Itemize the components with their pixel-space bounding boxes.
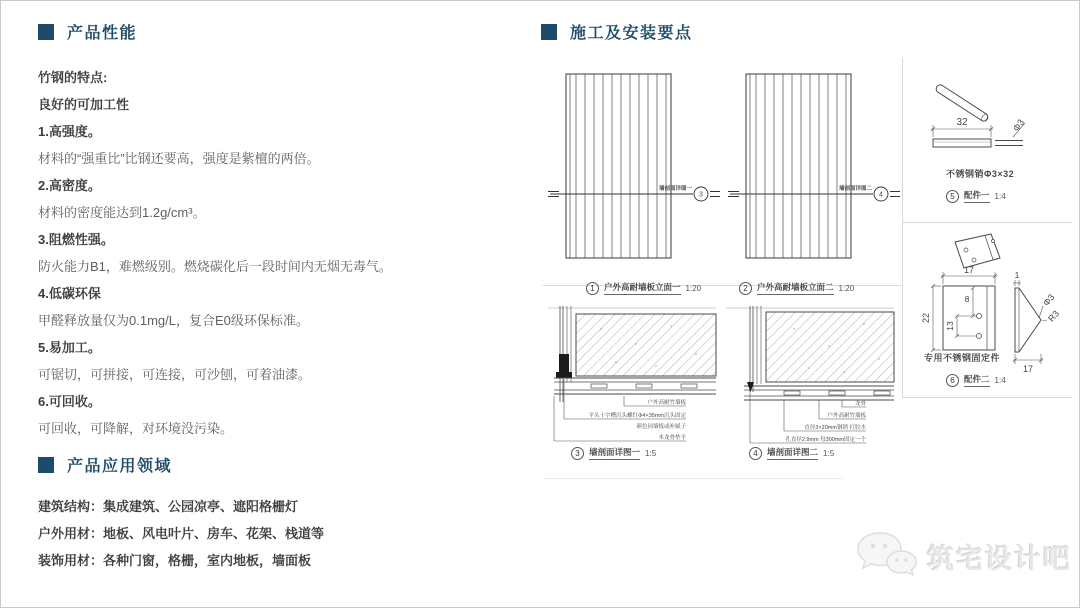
drawing-title: 配件一 — [964, 189, 990, 203]
feature-desc-6: 可回收，可降解，对环境没污染。 — [38, 421, 234, 436]
drawing-title: 户外高耐墙板立面一 — [604, 281, 681, 295]
drawing-scale: 1:20 — [685, 283, 702, 293]
drawing-scale: 1:5 — [823, 448, 835, 458]
feature-desc-5: 可锯切，可拼接，可连接，可沙刨，可着油漆。 — [38, 367, 312, 382]
drawing-scale: 1:4 — [994, 191, 1006, 201]
feature-title-4: 4.低碳环保 — [38, 286, 101, 301]
drawing-scale: 1:5 — [645, 448, 657, 458]
intro-line-1: 竹钢的特点: — [38, 70, 108, 85]
cut-reference-number: 4 — [879, 191, 883, 199]
intro-line-2: 良好的可加工性 — [38, 97, 130, 112]
dimension-depth: 17 — [1022, 364, 1034, 374]
section-header-applications — [38, 453, 468, 476]
feature-title-2: 2.高密度。 — [38, 178, 101, 193]
drawing-title: 配件二 — [964, 373, 990, 387]
detail-1-caption — [571, 446, 656, 460]
divider-horizontal-parts-bottom — [902, 397, 1072, 398]
drawing-scale: 1:20 — [838, 283, 855, 293]
annotation-color: 颜色同墙板或补腻子 — [636, 424, 686, 430]
cut-reference-number: 3 — [699, 191, 703, 199]
drawing-title: 户外高耐墙板立面二 — [757, 281, 834, 295]
drawing-area — [541, 56, 1075, 491]
elevation-drawing-1 — [546, 66, 721, 266]
header-bullet-square — [38, 457, 54, 473]
section-detail-drawing-2 — [724, 304, 896, 449]
annotation-pin: 直径3×20mm钢销 打胶水 — [804, 425, 866, 431]
plate-3d-view — [955, 234, 1000, 268]
feature-desc-3: 防火能力B1，难燃级别。燃烧碳化后一段时间内无烟无毒气。 — [38, 259, 392, 274]
wall-section — [548, 306, 716, 402]
header-bullet-square — [541, 24, 557, 40]
drawing-number: 5 — [946, 190, 959, 203]
part-1-name: 不锈钢销Φ3×32 — [946, 169, 1015, 179]
application-line-2: 户外用材：地板、风电叶片、房车、花架、栈道等 — [38, 526, 325, 541]
cut-reference-label: 墙剖面详图二 — [838, 186, 872, 192]
annotation-screw: 平头十字槽沉头螺钉Φ4×35mm沉头固定 — [588, 413, 686, 419]
section-header-product-performance — [38, 20, 468, 43]
section-title-applications: 产品应用领域 — [67, 458, 173, 475]
section-detail-drawing-1 — [546, 304, 718, 449]
application-line-3: 装饰用材：各种门窗，格栅，室内地板，墙面板 — [38, 553, 312, 568]
dimension-width: 17 — [963, 265, 975, 275]
feature-desc-4: 甲醛释放量仅为0.1mg/L，复合E0级环保标准。 — [38, 313, 309, 328]
dimension-spacing: 13 — [945, 321, 955, 331]
feature-desc-1: 材料的“强重比”比钢还要高，强度是紫檀的两倍。 — [38, 151, 320, 166]
watermark-text: 筑宅设计吧 — [927, 543, 1072, 574]
detail-2-caption — [749, 446, 834, 460]
dimension-length: 32 — [956, 117, 968, 128]
dimension-hole-diameter: Φ3 — [1040, 292, 1057, 308]
drawing-title: 墙剖面详图二 — [767, 446, 818, 460]
feature-title-1: 1.高强度。 — [38, 124, 101, 139]
wall-panel-slats — [746, 74, 851, 258]
part-2-name: 专用不锈钢固定件 — [924, 353, 1001, 363]
dimension-diameter: Φ3 — [1010, 117, 1027, 134]
divider-horizontal-details-bottom — [543, 478, 843, 479]
drawing-number: 2 — [739, 282, 752, 295]
dimension-lines — [931, 123, 1025, 137]
dimension-edge: 8 — [964, 294, 970, 304]
drawing-scale: 1:4 — [994, 375, 1006, 385]
annotation-keel: 龙骨 — [854, 401, 866, 407]
section-title-installation: 施工及安装要点 — [570, 25, 693, 42]
drawing-title: 墙剖面详图一 — [589, 446, 640, 460]
plate-side-view — [1015, 288, 1041, 352]
wall-panel-slats — [566, 74, 671, 258]
part-2-caption — [946, 373, 1006, 387]
feature-title-6: 6.可回收。 — [38, 394, 101, 409]
annotation-panel: 户外高耐竹墙板 — [827, 413, 866, 419]
product-performance-section — [38, 20, 468, 581]
feature-desc-2: 材料的密度能达到1.2g/cm³。 — [38, 205, 206, 220]
divider-horizontal-parts — [902, 222, 1072, 223]
dimension-height: 22 — [921, 312, 931, 324]
feature-title-5: 5.易加工。 — [38, 340, 101, 355]
header-bullet-square — [38, 24, 54, 40]
section-header-installation — [541, 20, 693, 43]
dimension-radius: R3 — [1046, 308, 1062, 324]
part-1-caption — [946, 189, 1006, 203]
elevation-1-caption — [586, 281, 701, 295]
part-drawing-fixing-plate — [903, 228, 1068, 388]
drawing-number: 6 — [946, 374, 959, 387]
elevation-drawing-2 — [726, 66, 901, 266]
bamboo-panel-band — [744, 386, 894, 400]
elevation-2-caption — [739, 281, 854, 295]
bamboo-panel-band — [554, 378, 716, 394]
watermark — [853, 529, 1072, 583]
annotation-panel: 户外高耐竹墙板 — [647, 400, 686, 406]
annotation-keel: 木龙骨垫平 — [658, 435, 686, 441]
dimension-thickness: 1 — [1014, 270, 1020, 280]
section-cut-line — [728, 187, 900, 201]
pin-side-view — [933, 139, 1023, 147]
application-line-1: 建筑结构：集成建筑、公园凉亭、遮阳格栅灯 — [38, 499, 299, 514]
section-title-product-performance: 产品性能 — [67, 25, 138, 42]
section-cut-line — [548, 187, 720, 201]
feature-title-3: 3.阻燃性强。 — [38, 232, 114, 247]
wall-section — [726, 306, 894, 392]
fixing-bracket — [556, 354, 572, 378]
drawing-number: 3 — [571, 447, 584, 460]
annotation-leaders — [554, 379, 686, 441]
drawing-number: 4 — [749, 447, 762, 460]
annotation-hole: 孔直径2.9mm 每300mm固定一个 — [785, 437, 866, 443]
cut-reference-label: 墙剖面详图一 — [658, 186, 692, 192]
chat-bubbles-icon — [853, 529, 919, 583]
drawing-number: 1 — [586, 282, 599, 295]
